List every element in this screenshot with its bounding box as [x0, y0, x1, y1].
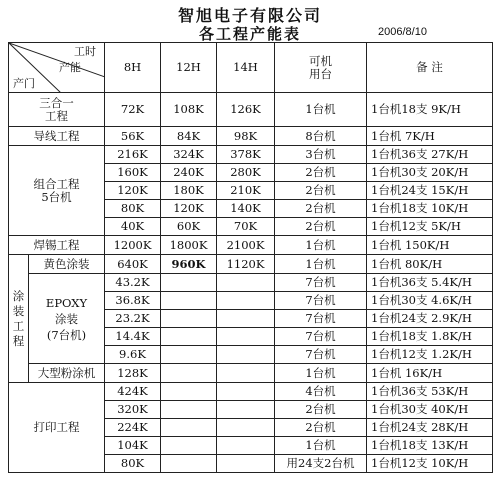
cell-12h: 180K: [161, 182, 217, 200]
process-name: EPOXY 涂装 (7台机): [29, 274, 105, 364]
cell-remark: 1台机12支 1.2K/H: [367, 346, 493, 364]
cell-8h: 14.4K: [105, 328, 161, 346]
cell-14h: 378K: [217, 146, 275, 164]
cell-remark: 1台机36支 53K/H: [367, 383, 493, 401]
cell-machines: 1台机: [275, 364, 367, 383]
table-row: [9, 127, 493, 146]
cell-12h: [161, 346, 217, 364]
cell-12h: 108K: [161, 93, 217, 127]
process-name: 导线工程: [9, 127, 105, 146]
cell-machines: 7台机: [275, 292, 367, 310]
table-row: [9, 383, 493, 401]
col-header-remark: 备 注: [367, 43, 493, 93]
header-row: [9, 43, 493, 93]
cell-8h: 120K: [105, 182, 161, 200]
table-title: 各工程产能表: [198, 25, 301, 43]
cell-14h: [217, 364, 275, 383]
cell-14h: 98K: [217, 127, 275, 146]
cell-12h: [161, 364, 217, 383]
cell-8h: 43.2K: [105, 274, 161, 292]
cell-14h: [217, 437, 275, 455]
cell-14h: [217, 310, 275, 328]
cell-14h: 2100K: [217, 236, 275, 255]
cell-machines: 8台机: [275, 127, 367, 146]
cell-12h: [161, 310, 217, 328]
cell-remark: 1台机18支 1.8K/H: [367, 328, 493, 346]
cell-8h: 224K: [105, 419, 161, 437]
group-label-text: 涂装工程: [12, 288, 25, 348]
cell-remark: 1台机 7K/H: [367, 127, 493, 146]
cell-8h: 9.6K: [105, 346, 161, 364]
cell-8h: 104K: [105, 437, 161, 455]
cell-14h: [217, 292, 275, 310]
corner-label-department: 产门: [13, 77, 35, 90]
report-date: 2006/8/10: [378, 26, 427, 38]
process-name: 焊锡工程: [9, 236, 105, 255]
cell-8h: 23.2K: [105, 310, 161, 328]
cell-8h: 40K: [105, 218, 161, 236]
col-header-14h: 14H: [217, 43, 275, 93]
cell-machines: 7台机: [275, 328, 367, 346]
process-name: 大型粉涂机: [29, 364, 105, 383]
process-name: 黄色涂装: [29, 255, 105, 274]
cell-12h: 1800K: [161, 236, 217, 255]
cell-remark: 1台机18支 9K/H: [367, 93, 493, 127]
cell-8h: 56K: [105, 127, 161, 146]
col-header-12h: 12H: [161, 43, 217, 93]
cell-machines: 1台机: [275, 255, 367, 274]
cell-remark: 1台机12支 5K/H: [367, 218, 493, 236]
cell-remark: 1台机 80K/H: [367, 255, 493, 274]
cell-14h: [217, 455, 275, 473]
cell-remark: 1台机12支 10K/H: [367, 455, 493, 473]
cell-remark: 1台机30支 40K/H: [367, 401, 493, 419]
cell-machines: 2台机: [275, 218, 367, 236]
cell-8h: 72K: [105, 93, 161, 127]
cell-12h: 324K: [161, 146, 217, 164]
capacity-table: [8, 42, 493, 473]
cell-14h: [217, 401, 275, 419]
cell-12h: 960K: [161, 255, 217, 274]
corner-label-hours: 工时: [74, 45, 96, 58]
cell-8h: 320K: [105, 401, 161, 419]
cell-remark: 1台机24支 2.9K/H: [367, 310, 493, 328]
cell-machines: 1台机: [275, 93, 367, 127]
group-label: [9, 255, 29, 383]
cell-12h: 60K: [161, 218, 217, 236]
process-name: 组合工程 5台机: [9, 146, 105, 236]
col-header-machines: 可机 用台: [275, 43, 367, 93]
cell-8h: 80K: [105, 455, 161, 473]
cell-machines: 2台机: [275, 164, 367, 182]
cell-8h: 128K: [105, 364, 161, 383]
cell-14h: [217, 346, 275, 364]
cell-14h: [217, 419, 275, 437]
cell-14h: [217, 328, 275, 346]
corner-label-capacity: 产能: [59, 61, 81, 74]
cell-remark: 1台机36支 5.4K/H: [367, 274, 493, 292]
cell-14h: 280K: [217, 164, 275, 182]
cell-14h: 126K: [217, 93, 275, 127]
table-row: [9, 93, 493, 127]
cell-8h: 1200K: [105, 236, 161, 255]
cell-8h: 640K: [105, 255, 161, 274]
cell-machines: 2台机: [275, 182, 367, 200]
table-row: [9, 274, 493, 292]
cell-12h: [161, 274, 217, 292]
company-name: 智旭电子有限公司: [177, 6, 322, 25]
cell-machines: 2台机: [275, 401, 367, 419]
cell-12h: [161, 401, 217, 419]
cell-14h: [217, 274, 275, 292]
cell-12h: [161, 383, 217, 401]
cell-12h: 120K: [161, 200, 217, 218]
cell-12h: [161, 292, 217, 310]
cell-12h: [161, 437, 217, 455]
table-row: [9, 364, 493, 383]
cell-machines: 7台机: [275, 346, 367, 364]
diagonal-header-cell: [9, 43, 105, 93]
cell-remark: 1台机30支 20K/H: [367, 164, 493, 182]
cell-remark: 1台机24支 28K/H: [367, 419, 493, 437]
cell-machines: 4台机: [275, 383, 367, 401]
cell-14h: 1120K: [217, 255, 275, 274]
cell-12h: 240K: [161, 164, 217, 182]
cell-12h: [161, 419, 217, 437]
cell-8h: 216K: [105, 146, 161, 164]
cell-remark: 1台机18支 13K/H: [367, 437, 493, 455]
cell-14h: 210K: [217, 182, 275, 200]
cell-12h: [161, 328, 217, 346]
cell-8h: 80K: [105, 200, 161, 218]
cell-8h: 424K: [105, 383, 161, 401]
cell-machines: 1台机: [275, 236, 367, 255]
col-header-8h: 8H: [105, 43, 161, 93]
cell-8h: 160K: [105, 164, 161, 182]
cell-12h: 84K: [161, 127, 217, 146]
cell-remark: 1台机36支 27K/H: [367, 146, 493, 164]
cell-machines: 7台机: [275, 310, 367, 328]
cell-machines: 7台机: [275, 274, 367, 292]
cell-14h: 140K: [217, 200, 275, 218]
cell-remark: 1台机 16K/H: [367, 364, 493, 383]
process-name: 三合一 工程: [9, 93, 105, 127]
cell-12h: [161, 455, 217, 473]
cell-machines: 3台机: [275, 146, 367, 164]
cell-remark: 1台机 150K/H: [367, 236, 493, 255]
cell-machines: 用24支2台机: [275, 455, 367, 473]
cell-8h: 36.8K: [105, 292, 161, 310]
cell-14h: [217, 383, 275, 401]
cell-machines: 2台机: [275, 200, 367, 218]
cell-remark: 1台机18支 10K/H: [367, 200, 493, 218]
cell-14h: 70K: [217, 218, 275, 236]
cell-remark: 1台机30支 4.6K/H: [367, 292, 493, 310]
cell-machines: 2台机: [275, 419, 367, 437]
cell-remark: 1台机24支 15K/H: [367, 182, 493, 200]
cell-machines: 1台机: [275, 437, 367, 455]
table-row: [9, 255, 493, 274]
table-row: [9, 146, 493, 164]
table-row: [9, 236, 493, 255]
process-name: 打印工程: [9, 383, 105, 473]
